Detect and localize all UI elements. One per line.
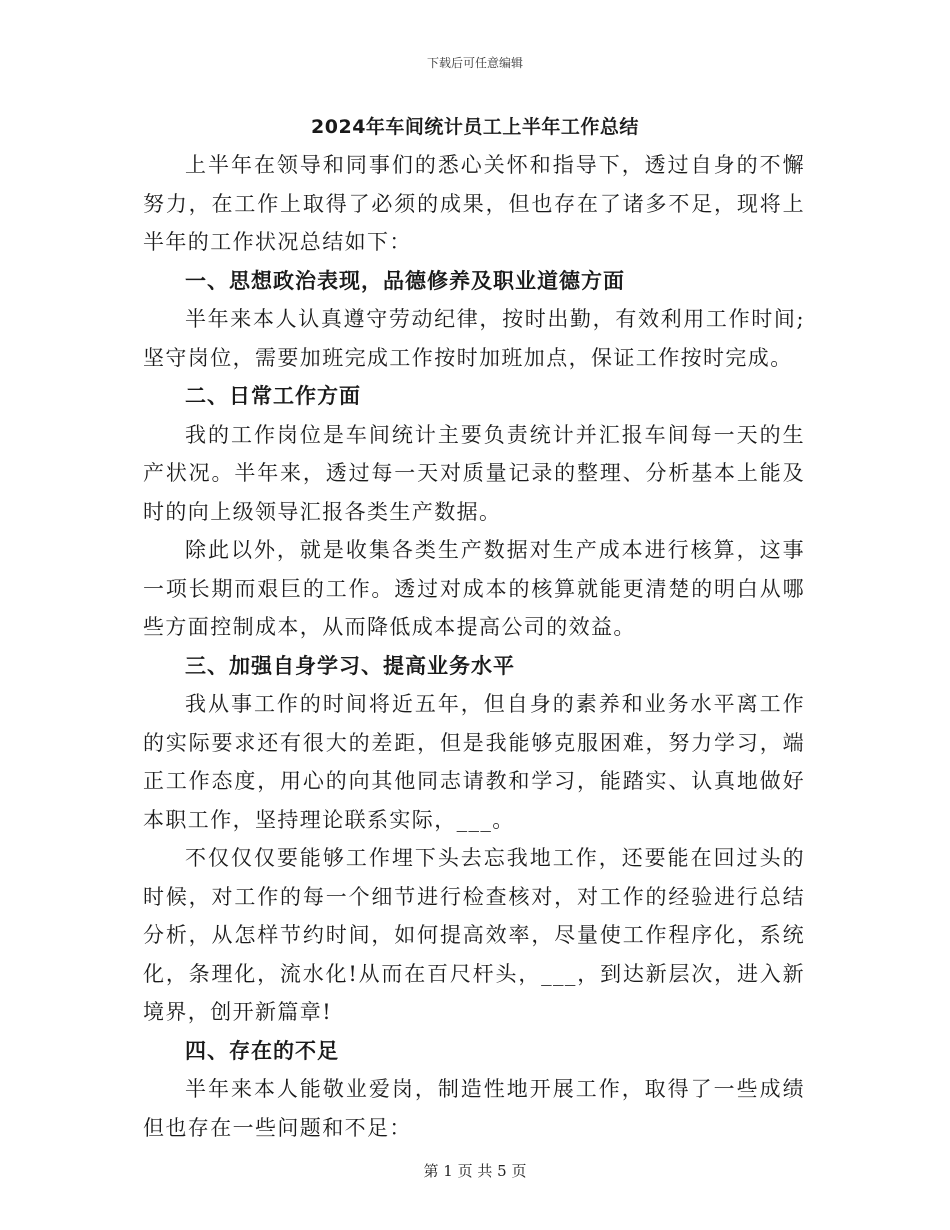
download-note: 下载后可任意编辑: [426, 56, 523, 70]
paragraph-discipline: 半年来本人认真遵守劳动纪律，按时出勤，有效利用工作时间;坚守岗位，需要加班完成工作按时加班加点，保证工作按时完成。: [143, 307, 805, 370]
section-heading-4: 四、存在的不足: [185, 1038, 339, 1063]
document-body: [143, 146, 805, 1147]
section-heading-1: 一、思想政治表现，品德修养及职业道德方面: [185, 268, 625, 293]
paragraph-cost-accounting: 除此以外，就是收集各类生产数据对生产成本进行核算，这事一项长期而艰巨的工作。透过对成本的核算就能更清楚的明白从哪些方面控制成本，从而降低成本提高公司的效益。: [143, 538, 805, 639]
paragraph-shortcomings: 半年来本人能敬业爱岗，制造性地开展工作，取得了一些成绩但也存在一些问题和不足：: [143, 1077, 805, 1140]
document-title: 2024年车间统计员工上半年工作总结: [311, 116, 639, 138]
section-heading-3: 三、加强自身学习、提高业务水平: [185, 653, 515, 678]
paragraph-review: 不仅仅仅要能够工作埋下头去忘我地工作，还要能在回过头的时候，对工作的每一个细节进行检查核对，对工作的经验进行总结分析，从怎样节约时间，如何提高效率，尽量使工作程序化，系统化，条理化，流水化!从而在百尺杆头，___，到达新层次，进入新境界，创开新篇章!: [143, 846, 805, 1024]
paragraph-intro: 上半年在领导和同事们的悉心关怀和指导下，透过自身的不懈努力，在工作上取得了必须的成果，但也存在了诸多不足，现将上半年的工作状况总结如下：: [143, 153, 805, 254]
section-heading-2: 二、日常工作方面: [185, 384, 361, 408]
paragraph-daily-work: 我的工作岗位是车间统计主要负责统计并汇报车间每一天的生产状况。半年来，透过每一天对质量记录的整理、分析基本上能及时的向上级领导汇报各类生产数据。: [143, 422, 805, 524]
page-number: 第 1 页 共 5 页: [423, 1162, 527, 1180]
paragraph-learning: 我从事工作的时间将近五年，但自身的素养和业务水平离工作的实际要求还有很大的差距，但是我能够克服困难，努力学习，端正工作态度，用心的向其他同志请教和学习，能踏实、认真地做好本职工作，坚持理论联系实际，___。: [143, 692, 805, 832]
